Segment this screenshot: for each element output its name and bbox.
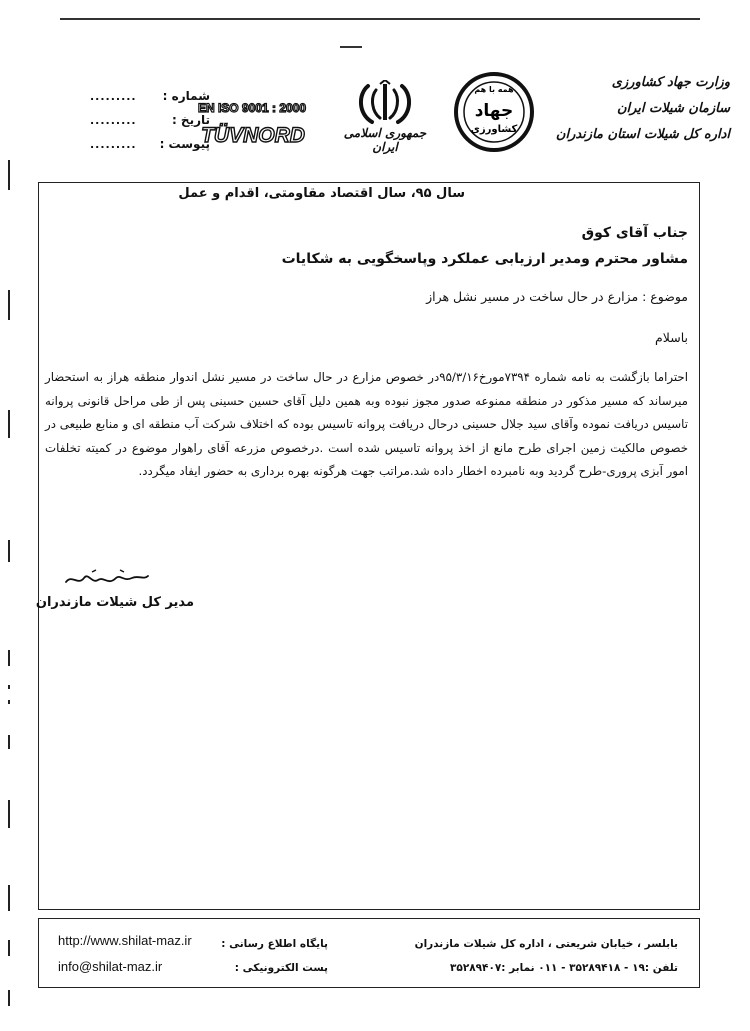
iran-emblem: [340, 80, 430, 170]
recipient-block: [282, 220, 688, 272]
recipient-name: جناب آقای کوق: [581, 225, 688, 241]
footer-phone-line: تلفن :۱۹ - ۳۵۲۸۹۴۱۸ - ۰۱۱ نمابر :۳۵۲۸۹۴۰۷: [450, 962, 678, 974]
jihad-logo-main-text: جهاد: [474, 101, 514, 121]
margin-mark: [8, 990, 10, 1006]
ministry-line-3: اداره کل شیلات استان مازندران: [555, 127, 730, 142]
recipient-title: مشاور محترم ومدیر ارزیابی عملکرد وپاسخگویی به شکایات: [281, 251, 688, 267]
footer-labels: [218, 932, 328, 980]
tuv-nord-logo: [196, 120, 310, 148]
margin-mark: [8, 940, 10, 956]
signature-icon: [62, 566, 152, 592]
date-field: [90, 108, 210, 132]
margin-mark: [8, 735, 10, 749]
date-field-label: تاریخ :: [171, 113, 210, 127]
letter-body-text: احتراما بازگشت به نامه شماره ۷۳۹۴مورخ۹۵/۳/۱۶در خصوص مزارع در حال ساخت در مسیر نشل اندوار منطقه هراز به استحضار میرساند که مسیر مذکور در منطقه ممنوعه صدور مجوز نبوده وبه همین دلیل آقای حسین حسینی پس از طی مراحل قانونی پروانه تاسیس دریافت نموده وآقای سید جلال حسینی درحال دریافت پروانه تاسیس بوده که اختلاف شرکت آب منطقه ای و منابع طبیعی در خصوص مالکیت زمین اجرای طرح مانع از اخذ پروانه تاسیس شده است .درخصوص مزرعه آقای راهوار موضوع در کمیته تخلفات امور آبزی پروری-طرح گردید وبه نامبرده اخطار داده شد.مراتب جهت هرگونه بهره برداری به حضور ایفاد میگردد.: [45, 370, 688, 478]
date-field-value: .........: [90, 113, 137, 127]
website-label: پایگاه اطلاع رسانی :: [221, 938, 328, 950]
margin-mark: [8, 700, 10, 704]
jihad-keshavarzi-logo: [452, 70, 536, 154]
margin-mark: [8, 800, 10, 828]
top-rule-short: [340, 46, 362, 48]
attachment-field-label: پیوست :: [159, 137, 210, 151]
email-link[interactable]: info@shilat-maz.ir: [58, 959, 163, 974]
ministry-header: [510, 70, 730, 148]
footer-address-line: بابلسر ، خیابان شریعتی ، اداره کل شیلات مازندران: [414, 938, 678, 950]
margin-mark: [8, 160, 10, 190]
letter-body: [45, 366, 688, 484]
website-link[interactable]: http://www.shilat-maz.ir: [58, 933, 192, 948]
jihad-logo-top-text: همه با هم: [474, 85, 514, 94]
iso-text: EN ISO 9001 : 2000: [197, 101, 307, 115]
margin-mark: [8, 685, 10, 689]
tuv-text: TÜVNORD: [201, 124, 305, 147]
number-field-value: .........: [90, 89, 137, 103]
footer-address: [415, 932, 678, 980]
margin-mark: [8, 650, 10, 666]
letter-fields: [90, 84, 210, 156]
allah-emblem-icon: [340, 80, 430, 128]
ministry-line-1: وزارت جهاد کشاورزی: [611, 75, 730, 90]
handwritten-signature: [62, 566, 152, 592]
ministry-line-2: سازمان شیلات ایران: [616, 101, 730, 116]
margin-mark: [8, 410, 10, 438]
attachment-field-value: .........: [90, 137, 137, 151]
margin-mark: [8, 290, 10, 320]
number-field: [90, 84, 210, 108]
email-label: پست الکترونیکی :: [234, 962, 328, 974]
letter-subject: موضوع : مزارع در حال ساخت در مسیر نشل هراز: [426, 289, 688, 304]
footer-contacts: [58, 928, 192, 980]
margin-mark: [8, 540, 10, 562]
margin-mark: [8, 885, 10, 911]
year-slogan: سال ۹۵، سال اقتصاد مقاومتی، اقدام و عمل: [178, 186, 465, 201]
signer-title: مدیر کل شیلات مازندران: [35, 595, 194, 610]
top-rule: [60, 18, 700, 20]
jihad-logo-icon: [452, 70, 536, 154]
letter-greeting: باسلام: [655, 330, 688, 345]
jihad-logo-bottom-text: کشاورزی: [470, 124, 518, 135]
attachment-field: [90, 132, 210, 156]
number-field-label: شماره :: [162, 89, 210, 103]
emblem-caption: جمهوری اسلامی ایران: [343, 126, 427, 154]
